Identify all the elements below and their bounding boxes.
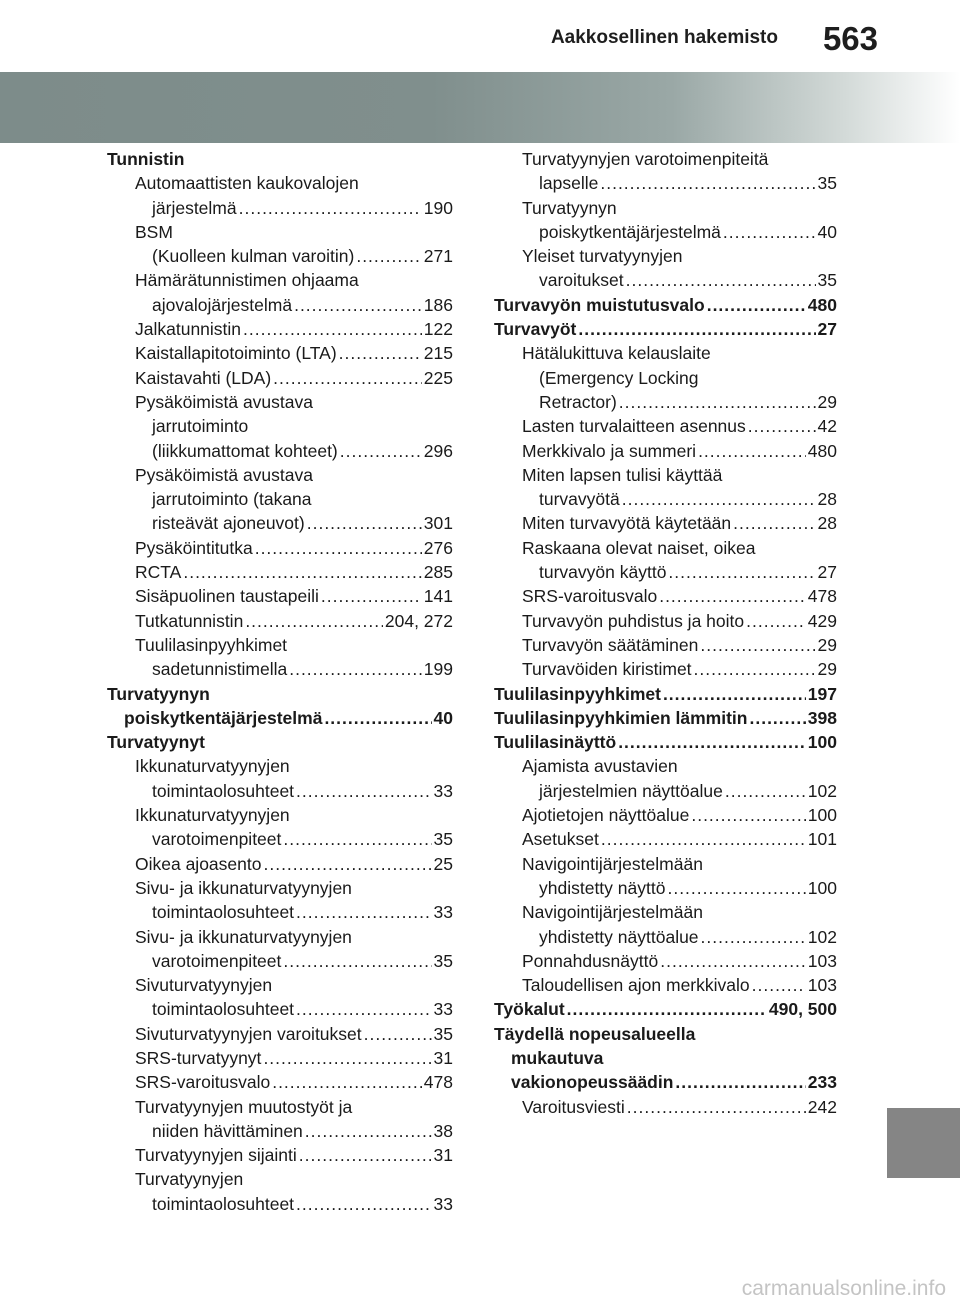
index-entry <box>494 609 837 633</box>
index-entry-text: Turvatyynyjen <box>135 1169 244 1190</box>
dot-leader <box>622 487 816 511</box>
index-entry <box>494 730 837 754</box>
index-entry <box>494 536 837 585</box>
index-entry-text: mukautuva <box>511 1047 604 1068</box>
index-entry <box>107 1095 453 1144</box>
index-entry-text: Miten turvavyötä käytetään <box>522 513 732 534</box>
index-entry-text: Turvavyön muistutusvalo <box>494 294 705 315</box>
index-entry <box>494 973 837 997</box>
index-entry <box>494 317 837 341</box>
dot-leader <box>296 1192 431 1216</box>
index-entry-text: Turvatyynyn <box>107 683 210 704</box>
index-page-ref: 28 <box>817 489 837 510</box>
index-entry-text: Merkkivalo ja summeri <box>522 440 697 461</box>
dot-leader <box>296 779 431 803</box>
index-entry <box>107 730 453 754</box>
index-entry <box>107 147 453 171</box>
index-page-ref: 122 <box>423 319 453 340</box>
watermark: carmanualsonline.info <box>741 1277 946 1300</box>
index-page-ref: 190 <box>423 197 453 218</box>
dot-leader <box>675 1070 805 1094</box>
index-entry-text: Sivu- ja ikkunaturvatyynyjen <box>135 926 352 947</box>
index-entry-text: Ikkunaturvatyynyjen <box>135 805 290 826</box>
index-entry <box>494 633 837 657</box>
index-page-ref: 33 <box>433 999 453 1020</box>
dot-leader <box>701 925 806 949</box>
index-entry <box>107 317 453 341</box>
index-entry-text: Raskaana olevat naiset, oikea <box>522 537 756 558</box>
dot-leader <box>725 779 806 803</box>
dot-leader <box>567 997 767 1021</box>
index-page-ref: 480 <box>807 440 837 461</box>
index-page-ref: 186 <box>423 294 453 315</box>
index-entry <box>494 900 837 949</box>
index-entry-text: Pysäköintitutka <box>135 537 253 558</box>
index-page-ref: 42 <box>817 416 837 437</box>
dot-leader <box>296 900 431 924</box>
index-entry <box>494 803 837 827</box>
index-entry-text: Jalkatunnistin <box>135 319 242 340</box>
index-entry <box>494 657 837 681</box>
index-entry-text: Tuulilasinpyyhkimet <box>135 634 288 655</box>
index-entry-text: Täydellä nopeusalueella <box>494 1023 696 1044</box>
dot-leader <box>299 1143 432 1167</box>
dot-leader <box>619 390 816 414</box>
index-entry-text: Turvatyynyjen varotoimenpiteitä <box>522 149 769 169</box>
index-entry-text: Turvatyynyt <box>107 732 205 753</box>
index-entry-text: Tunnistin <box>107 149 185 169</box>
index-entry <box>107 1046 453 1070</box>
index-entry <box>107 633 453 682</box>
index-entry-text: Navigointijärjestelmään <box>522 902 703 923</box>
index-entry <box>494 196 837 245</box>
index-page-ref: 225 <box>423 367 453 388</box>
dot-leader <box>364 1022 432 1046</box>
dot-leader <box>263 852 431 876</box>
index-page-ref: 100 <box>807 732 837 753</box>
index-entry-text: yhdistetty näyttöalue <box>539 926 699 947</box>
index-page-ref: 25 <box>433 853 453 874</box>
dot-leader <box>627 1095 806 1119</box>
index-entry <box>107 560 453 584</box>
index-entry <box>494 827 837 851</box>
index-entry-text: Pysäköimistä avustava <box>135 391 313 412</box>
index-entry-text: turvavyön käyttö <box>539 562 667 583</box>
dot-leader <box>691 803 805 827</box>
dot-leader <box>321 584 422 608</box>
index-entry-text: jarrutoiminto (takana <box>152 489 312 510</box>
index-entry-text: SRS-varoitusvalo <box>522 586 658 607</box>
index-page-ref: 429 <box>807 610 837 631</box>
index-entry <box>494 682 837 706</box>
index-entry-text: Asetukset <box>522 829 599 850</box>
index-page-ref: 204, 272 <box>384 610 453 631</box>
index-entry-text: SRS-varoitusvalo <box>135 1072 271 1093</box>
dot-leader <box>272 1070 422 1094</box>
index-entry-text: toimintaolosuhteet <box>152 999 295 1020</box>
index-entry-text: Taloudellisen ajon merkkivalo <box>522 975 750 996</box>
index-entry <box>494 244 837 293</box>
dot-leader <box>255 536 422 560</box>
index-page-ref: 33 <box>433 902 453 923</box>
index-entry-text: BSM <box>135 221 173 242</box>
index-entry-text: Kaistavahti (LDA) <box>135 367 272 388</box>
index-entry <box>494 439 837 463</box>
index-entry <box>494 706 837 730</box>
index-entry-text: Kaistallapitotoiminto (LTA) <box>135 343 337 364</box>
index-entry-text: lapselle <box>539 173 599 194</box>
index-page-ref: 233 <box>807 1072 837 1093</box>
dot-leader <box>245 609 383 633</box>
index-page-ref: 100 <box>807 805 837 826</box>
dot-leader <box>659 584 806 608</box>
index-page-ref: 197 <box>807 683 837 704</box>
index-entry <box>494 147 837 196</box>
index-entry <box>107 1143 453 1167</box>
index-entry-text: Turvavyön puhdistus ja hoito <box>522 610 745 631</box>
index-page-ref: 103 <box>807 950 837 971</box>
chapter-tab <box>887 1108 960 1178</box>
index-entry-text: Tuulilasinpyyhkimet <box>494 683 661 704</box>
index-page-ref: 35 <box>817 173 837 194</box>
dot-leader <box>296 997 431 1021</box>
index-entry-text: poiskytkentäjärjestelmä <box>124 707 323 728</box>
index-page-ref: 103 <box>807 975 837 996</box>
index-entry <box>494 997 837 1021</box>
index-page-ref: 35 <box>817 270 837 291</box>
index-entry <box>107 925 453 974</box>
dot-leader <box>667 876 805 900</box>
dot-leader <box>752 973 806 997</box>
index-column-left <box>107 147 453 1216</box>
index-entry-text: niiden hävittäminen <box>152 1120 303 1141</box>
index-entry <box>107 463 453 536</box>
index-page-ref: 27 <box>817 562 837 583</box>
dot-leader <box>305 1119 432 1143</box>
index-entry-text: Oikea ajoasento <box>135 853 262 874</box>
index-page-ref: 478 <box>807 586 837 607</box>
index-entry-text: Sivuturvatyynyjen <box>135 975 273 996</box>
index-entry-text: Tutkatunnistin <box>135 610 244 631</box>
index-entry <box>107 536 453 560</box>
index-entry <box>494 1095 837 1119</box>
index-entry <box>107 803 453 852</box>
index-page-ref: 35 <box>433 1023 453 1044</box>
dot-leader <box>263 1046 431 1070</box>
index-page-ref: 29 <box>817 659 837 680</box>
index-entry <box>494 293 837 317</box>
index-page-ref: 101 <box>807 829 837 850</box>
index-entry <box>494 852 837 901</box>
index-entry-text: Sivuturvatyynyjen varoitukset <box>135 1023 362 1044</box>
index-entry <box>107 1167 453 1216</box>
index-entry-text: Tuulilasinpyyhkimien lämmitin <box>494 707 748 728</box>
index-entry <box>107 1022 453 1046</box>
index-entry-text: Pysäköimistä avustava <box>135 464 313 485</box>
index-page-ref: 285 <box>423 562 453 583</box>
index-entry-text: sadetunnistimella <box>152 659 288 680</box>
section-title: Aakkosellinen hakemisto <box>550 27 778 48</box>
index-entry <box>107 584 453 608</box>
dot-leader <box>668 560 815 584</box>
index-entry-text: Sisäpuolinen taustapeili <box>135 586 319 607</box>
index-page-ref: 38 <box>433 1120 453 1141</box>
index-entry <box>107 268 453 317</box>
index-entry <box>494 414 837 438</box>
dot-leader <box>733 511 815 535</box>
index-page-ref: 35 <box>433 950 453 971</box>
dot-leader <box>626 268 816 292</box>
decorative-banner <box>0 72 960 143</box>
index-page-ref: 40 <box>817 221 837 242</box>
index-entry-text: Navigointijärjestelmään <box>522 853 703 874</box>
index-entry-text: Hämärätunnistimen ohjaama <box>135 270 359 291</box>
index-entry-text: Turvavyön säätäminen <box>522 634 699 655</box>
index-entry <box>107 341 453 365</box>
index-page-ref: 199 <box>423 659 453 680</box>
index-page-ref: 100 <box>807 877 837 898</box>
dot-leader <box>601 827 806 851</box>
index-entry <box>494 754 837 803</box>
index-entry-text: (liikkumattomat kohteet) <box>152 440 338 461</box>
index-entry-text: risteävät ajoneuvot) <box>152 513 305 534</box>
index-page-ref: 27 <box>817 319 837 340</box>
index-column-right <box>494 147 837 1119</box>
index-entry-text: turvavyötä <box>539 489 620 510</box>
dot-leader <box>748 414 816 438</box>
index-entry-text: jarrutoiminto <box>152 416 249 437</box>
index-entry <box>107 390 453 463</box>
index-page-ref: 31 <box>433 1145 453 1166</box>
dot-leader <box>239 196 422 220</box>
index-entry <box>494 511 837 535</box>
index-page-ref: 102 <box>807 780 837 801</box>
index-entry-text: toimintaolosuhteet <box>152 1193 295 1214</box>
dot-leader <box>307 511 422 535</box>
dot-leader <box>340 439 422 463</box>
index-entry <box>107 171 453 220</box>
index-page-ref: 398 <box>807 707 837 728</box>
dot-leader <box>600 171 815 195</box>
dot-leader <box>243 317 422 341</box>
index-entry-text: poiskytkentäjärjestelmä <box>539 221 721 242</box>
index-entry-text: Turvatyynyjen muutostyöt ja <box>135 1096 353 1117</box>
dot-leader <box>283 827 431 851</box>
index-page-ref: 28 <box>817 513 837 534</box>
index-page-ref: 480 <box>807 294 837 315</box>
index-entry-text: varotoimenpiteet <box>152 950 282 971</box>
dot-leader <box>356 244 421 268</box>
index-entry-text: Retractor) <box>539 391 617 412</box>
index-entry-text: varotoimenpiteet <box>152 829 282 850</box>
index-entry-text: järjestelmien näyttöalue <box>539 780 723 801</box>
index-entry-text: Varoitusviesti <box>522 1096 625 1117</box>
dot-leader <box>294 293 422 317</box>
index-page-ref: 215 <box>423 343 453 364</box>
index-entry <box>107 1070 453 1094</box>
index-page-ref: 478 <box>423 1072 453 1093</box>
dot-leader <box>339 341 422 365</box>
dot-leader <box>700 633 815 657</box>
index-entry-text: järjestelmä <box>152 197 237 218</box>
dot-leader <box>663 682 806 706</box>
dot-leader <box>723 220 816 244</box>
index-entry <box>107 220 453 269</box>
index-entry <box>494 949 837 973</box>
index-entry-text: Tuulilasinäyttö <box>494 732 617 753</box>
index-entry-text: toimintaolosuhteet <box>152 780 295 801</box>
index-entry-text: Ajamista avustavien <box>522 756 678 777</box>
index-entry <box>494 1022 837 1095</box>
index-entry-text: Miten lapsen tulisi käyttää <box>522 464 723 485</box>
index-entry-text: Hätälukittuva kelauslaite <box>522 343 711 364</box>
index-page-ref: 29 <box>817 391 837 412</box>
dot-leader <box>183 560 421 584</box>
dot-leader <box>698 439 806 463</box>
index-entry <box>107 754 453 803</box>
index-entry <box>494 584 837 608</box>
index-entry-text: vakionopeussäädin <box>511 1072 674 1093</box>
index-page-ref: 296 <box>423 440 453 461</box>
index-page-ref: 29 <box>817 634 837 655</box>
index-entry-text: toimintaolosuhteet <box>152 902 295 923</box>
index-page-ref: 490, 500 <box>768 999 837 1020</box>
index-page-ref: 40 <box>433 707 453 728</box>
dot-leader <box>618 730 806 754</box>
index-entry <box>107 682 453 731</box>
index-page-ref: 33 <box>433 780 453 801</box>
index-entry-text: ajovalojärjestelmä <box>152 294 293 315</box>
page-number: 563 <box>822 20 878 57</box>
dot-leader <box>273 366 422 390</box>
index-page-ref: 276 <box>423 537 453 558</box>
index-entry-text: Turvavyöt <box>494 319 577 340</box>
index-page-ref: 35 <box>433 829 453 850</box>
dot-leader <box>660 949 806 973</box>
index-entry-text: Työkalut <box>494 999 565 1020</box>
index-entry-text: varoitukset <box>539 270 624 291</box>
index-page-ref: 102 <box>807 926 837 947</box>
index-entry <box>107 609 453 633</box>
index-entry <box>494 463 837 512</box>
index-entry-text: Ponnahdusnäyttö <box>522 950 659 971</box>
index-entry-text: Ajotietojen näyttöalue <box>522 805 690 826</box>
index-page-ref: 141 <box>423 586 453 607</box>
index-page-ref: 33 <box>433 1193 453 1214</box>
index-entry <box>107 876 453 925</box>
dot-leader <box>749 706 805 730</box>
index-entry-text: Yleiset turvatyynyjen <box>522 246 683 267</box>
index-entry-text: Sivu- ja ikkunaturvatyynyjen <box>135 877 352 898</box>
index-page-ref: 271 <box>423 246 453 267</box>
dot-leader <box>289 657 422 681</box>
index-entry-text: (Emergency Locking <box>539 367 699 388</box>
index-entry <box>107 973 453 1022</box>
index-page-ref: 31 <box>433 1047 453 1068</box>
dot-leader <box>707 293 806 317</box>
index-entry-text: Turvatyynyn <box>522 197 617 218</box>
dot-leader <box>283 949 431 973</box>
index-entry-text: (Kuolleen kulman varoitin) <box>152 246 355 267</box>
index-entry-text: Turvavöiden kiristimet <box>522 659 692 680</box>
index-page-ref: 242 <box>807 1096 837 1117</box>
dot-leader <box>746 609 806 633</box>
index-entry-text: SRS-turvatyynyt <box>135 1047 262 1068</box>
index-entry <box>107 852 453 876</box>
index-entry-text: Ikkunaturvatyynyjen <box>135 756 290 777</box>
index-page-ref: 301 <box>423 513 453 534</box>
index-entry-text: Lasten turvalaitteen asennus <box>522 416 746 437</box>
page-header <box>0 0 960 62</box>
index-entry <box>107 366 453 390</box>
index-entry <box>494 341 837 414</box>
dot-leader <box>324 706 431 730</box>
dot-leader <box>578 317 815 341</box>
index-entry-text: RCTA <box>135 562 182 583</box>
index-entry-text: yhdistetty näyttö <box>539 877 666 898</box>
index-entry-text: Automaattisten kaukovalojen <box>135 173 359 194</box>
index-entry-text: Turvatyynyjen sijainti <box>135 1145 297 1166</box>
dot-leader <box>694 657 816 681</box>
